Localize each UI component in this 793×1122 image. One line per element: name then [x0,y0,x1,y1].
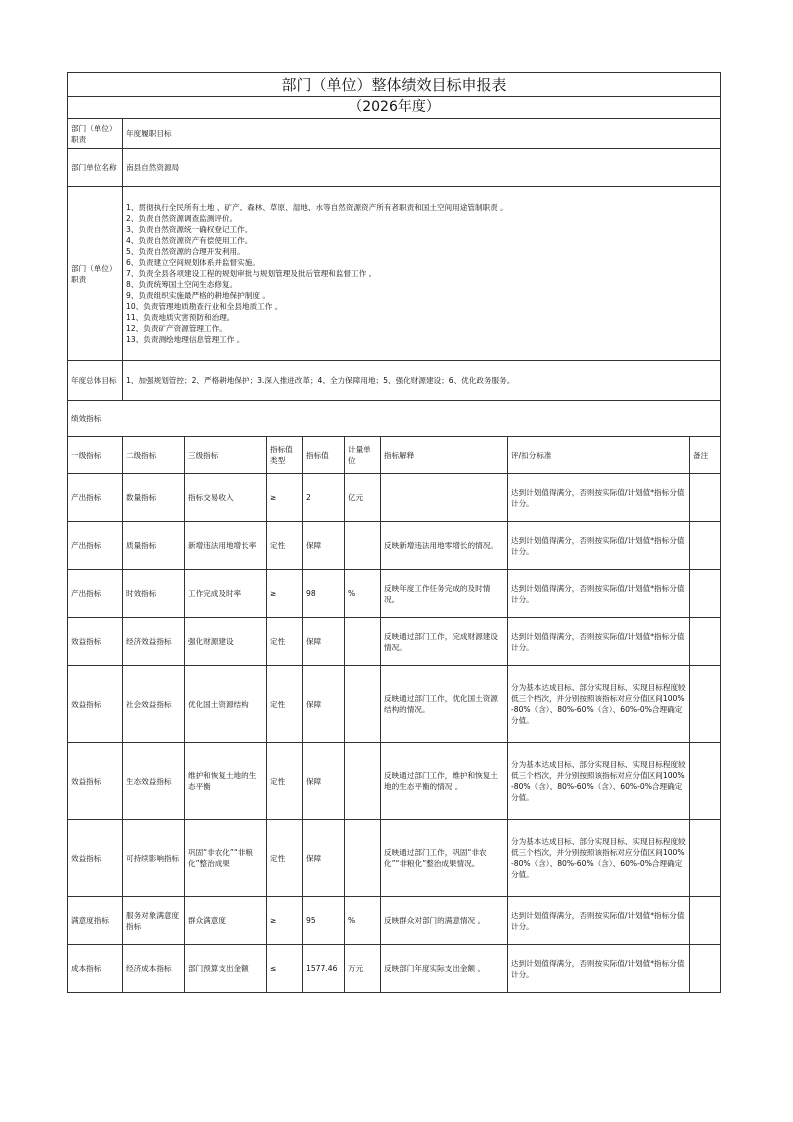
level3-cell: 强化财源建设 [185,618,267,666]
level2-cell: 可持续影响指标 [123,820,185,897]
level3-cell: 新增违法用地增长率 [185,522,267,570]
explanation-cell: 反映年度工作任务完成的及时情况。 [381,570,508,618]
level1-cell: 产出指标 [68,570,123,618]
table-row [68,618,721,666]
value-cell: 保障 [303,820,345,897]
scoring-cell: 达到计划值得满分，否则按实际值/计划值*指标分值计分。 [508,618,690,666]
type-cell: 定性 [267,618,303,666]
table-row [68,820,721,897]
level3-cell: 群众满意度 [185,897,267,945]
note-cell [690,945,721,993]
duty-item: 13、负责测绘地理信息管理工作 。 [126,335,245,344]
duty-item: 6、负责建立空间规划体系并监督实施。 [126,258,260,267]
scoring-cell: 分为基本达成目标、部分实现目标、实现目标程度较低三个档次，并分别按照该指标对应分值区间100%-80%（含）、80%-60%（含）、60%-0%合理确定分值。 [508,666,690,743]
note-cell [690,743,721,820]
level2-cell: 社会效益指标 [123,666,185,743]
explanation-cell: 反映通过部门工作，完成财源建设情况。 [381,618,508,666]
unit-cell: 万元 [345,945,381,993]
table-row [68,522,721,570]
note-cell [690,522,721,570]
level1-cell: 满意度指标 [68,897,123,945]
duties-list [123,187,721,361]
unit-cell: % [345,897,381,945]
duty-item: 8、负责统筹国土空间生态修复。 [126,280,238,289]
duties-label: 部门（单位）职责 [68,187,123,361]
unit-cell [345,522,381,570]
table-header-row [68,437,721,474]
perf-section-label: 绩效指标 [68,401,721,437]
type-cell: 定性 [267,820,303,897]
table-row [68,743,721,820]
note-cell [690,474,721,522]
value-cell: 2 [303,474,345,522]
level2-cell: 数量指标 [123,474,185,522]
unit-cell: 亿元 [345,474,381,522]
note-cell [690,897,721,945]
column-header: 备注 [690,437,721,474]
value-cell: 保障 [303,743,345,820]
level3-cell: 巩固“非农化”“非粮化”整治成果 [185,820,267,897]
duty-item: 7、负责全县各项建设工程的规划审批与规划管理及批后管理和监督工作 。 [126,269,377,278]
value-cell: 保障 [303,666,345,743]
duty-label: 部门（单位）职责 [68,119,123,149]
value-cell: 95 [303,897,345,945]
duty-item: 5、负责自然资源的合理开发利用。 [126,247,245,256]
duty-item: 12、负责矿产资源管理工作。 [126,324,227,333]
type-cell: ≥ [267,474,303,522]
duty-item: 10、负责管理地质勘查行业和全县地质工作 。 [126,302,283,311]
scoring-cell: 达到计划值得满分，否则按实际值/计划值*指标分值计分。 [508,474,690,522]
level3-cell: 维护和恢复土地的生态平衡 [185,743,267,820]
note-cell [690,666,721,743]
table-row [68,945,721,993]
level1-cell: 效益指标 [68,743,123,820]
column-header: 一级指标 [68,437,123,474]
column-header: 指标值类型 [267,437,303,474]
explanation-cell: 反映通过部门工作，优化国土资源结构的情况。 [381,666,508,743]
duty-item: 11、负责地质灾害预防和治理。 [126,313,235,322]
duty-item: 3、负责自然资源统一确权登记工作。 [126,225,253,234]
table-row [68,570,721,618]
type-cell: ≤ [267,945,303,993]
type-cell: ≥ [267,897,303,945]
column-header: 指标值 [303,437,345,474]
scoring-cell: 达到计划值得满分，否则按实际值/计划值*指标分值计分。 [508,945,690,993]
annual-goal-value: 1、加强规划管控；2、严格耕地保护；3.深入推进改革；4、全力保障用地；5、强化财源建设；6、优化政务服务。 [123,361,721,401]
column-header: 指标解释 [381,437,508,474]
form-table [67,72,721,993]
level1-cell: 产出指标 [68,474,123,522]
scoring-cell: 达到计划值得满分，否则按实际值/计划值*指标分值计分。 [508,570,690,618]
explanation-cell: 反映群众对部门的满意情况 。 [381,897,508,945]
type-cell: 定性 [267,743,303,820]
column-header: 三级指标 [185,437,267,474]
level2-cell: 经济效益指标 [123,618,185,666]
column-header: 计量单位 [345,437,381,474]
level1-cell: 成本指标 [68,945,123,993]
level3-cell: 优化国土资源结构 [185,666,267,743]
explanation-cell: 反映部门年度实际支出金额 。 [381,945,508,993]
type-cell: 定性 [267,666,303,743]
duty-item: 1、贯彻执行全民所有土地 、矿产、森林、草原、湿地、水等自然资源资产所有者职责和国土空间用途管制职责 。 [126,203,508,212]
level2-cell: 质量指标 [123,522,185,570]
scoring-cell: 分为基本达成目标、部分实现目标、实现目标程度较低三个档次，并分别按照该指标对应分值区间100%-80%（含）、80%-60%（含）、60%-0%合理确定分值。 [508,743,690,820]
level2-cell: 时效指标 [123,570,185,618]
unit-cell [345,820,381,897]
unit-cell [345,666,381,743]
level3-cell: 指标交易收入 [185,474,267,522]
scoring-cell: 达到计划值得满分，否则按实际值/计划值*指标分值计分。 [508,522,690,570]
level1-cell: 产出指标 [68,522,123,570]
form-title: 部门（单位）整体绩效目标申报表 [68,73,721,97]
explanation-cell: 反映通过部门工作，维护和恢复土地的生态平衡的情况 。 [381,743,508,820]
table-row [68,474,721,522]
column-header: 评/扣分标准 [508,437,690,474]
table-row [68,666,721,743]
type-cell: ≥ [267,570,303,618]
level3-cell: 工作完成及时率 [185,570,267,618]
unit-name-value: 南县自然资源局 [123,149,721,187]
form-year: （2026年度） [68,97,721,119]
value-cell: 保障 [303,618,345,666]
note-cell [690,618,721,666]
value-cell: 保障 [303,522,345,570]
scoring-cell: 分为基本达成目标、部分实现目标、实现目标程度较低三个档次，并分别按照该指标对应分值区间100%-80%（含）、80%-60%（含）、60%-0%合理确定分值。 [508,820,690,897]
type-cell: 定性 [267,522,303,570]
annual-goal-label: 年度总体目标 [68,361,123,401]
scoring-cell: 达到计划值得满分，否则按实际值/计划值*指标分值计分。 [508,897,690,945]
unit-cell: % [345,570,381,618]
level1-cell: 效益指标 [68,618,123,666]
duty-item: 9、负责组织实施最严格的耕地保护制度 。 [126,291,270,300]
duty-item: 4、负责自然资源资产有偿使用工作。 [126,236,253,245]
table-row [68,897,721,945]
performance-goal-form [67,72,720,993]
value-cell: 1577.46 [303,945,345,993]
explanation-cell: 反映新增违法用地零增长的情况。 [381,522,508,570]
level1-cell: 效益指标 [68,820,123,897]
level3-cell: 部门预算支出金额 [185,945,267,993]
level2-cell: 生态效益指标 [123,743,185,820]
unit-name-label: 部门单位名称 [68,149,123,187]
level2-cell: 经济成本指标 [123,945,185,993]
note-cell [690,570,721,618]
explanation-cell: 反映通过部门工作，巩固“非农化”“非粮化”整治成果情况。 [381,820,508,897]
explanation-cell [381,474,508,522]
note-cell [690,820,721,897]
level1-cell: 效益指标 [68,666,123,743]
unit-cell [345,618,381,666]
duty-value: 年度履职目标 [123,119,721,149]
column-header: 二级指标 [123,437,185,474]
unit-cell [345,743,381,820]
duty-item: 2、负责自然资源调查监测评价。 [126,214,238,223]
level2-cell: 服务对象满意度指标 [123,897,185,945]
value-cell: 98 [303,570,345,618]
